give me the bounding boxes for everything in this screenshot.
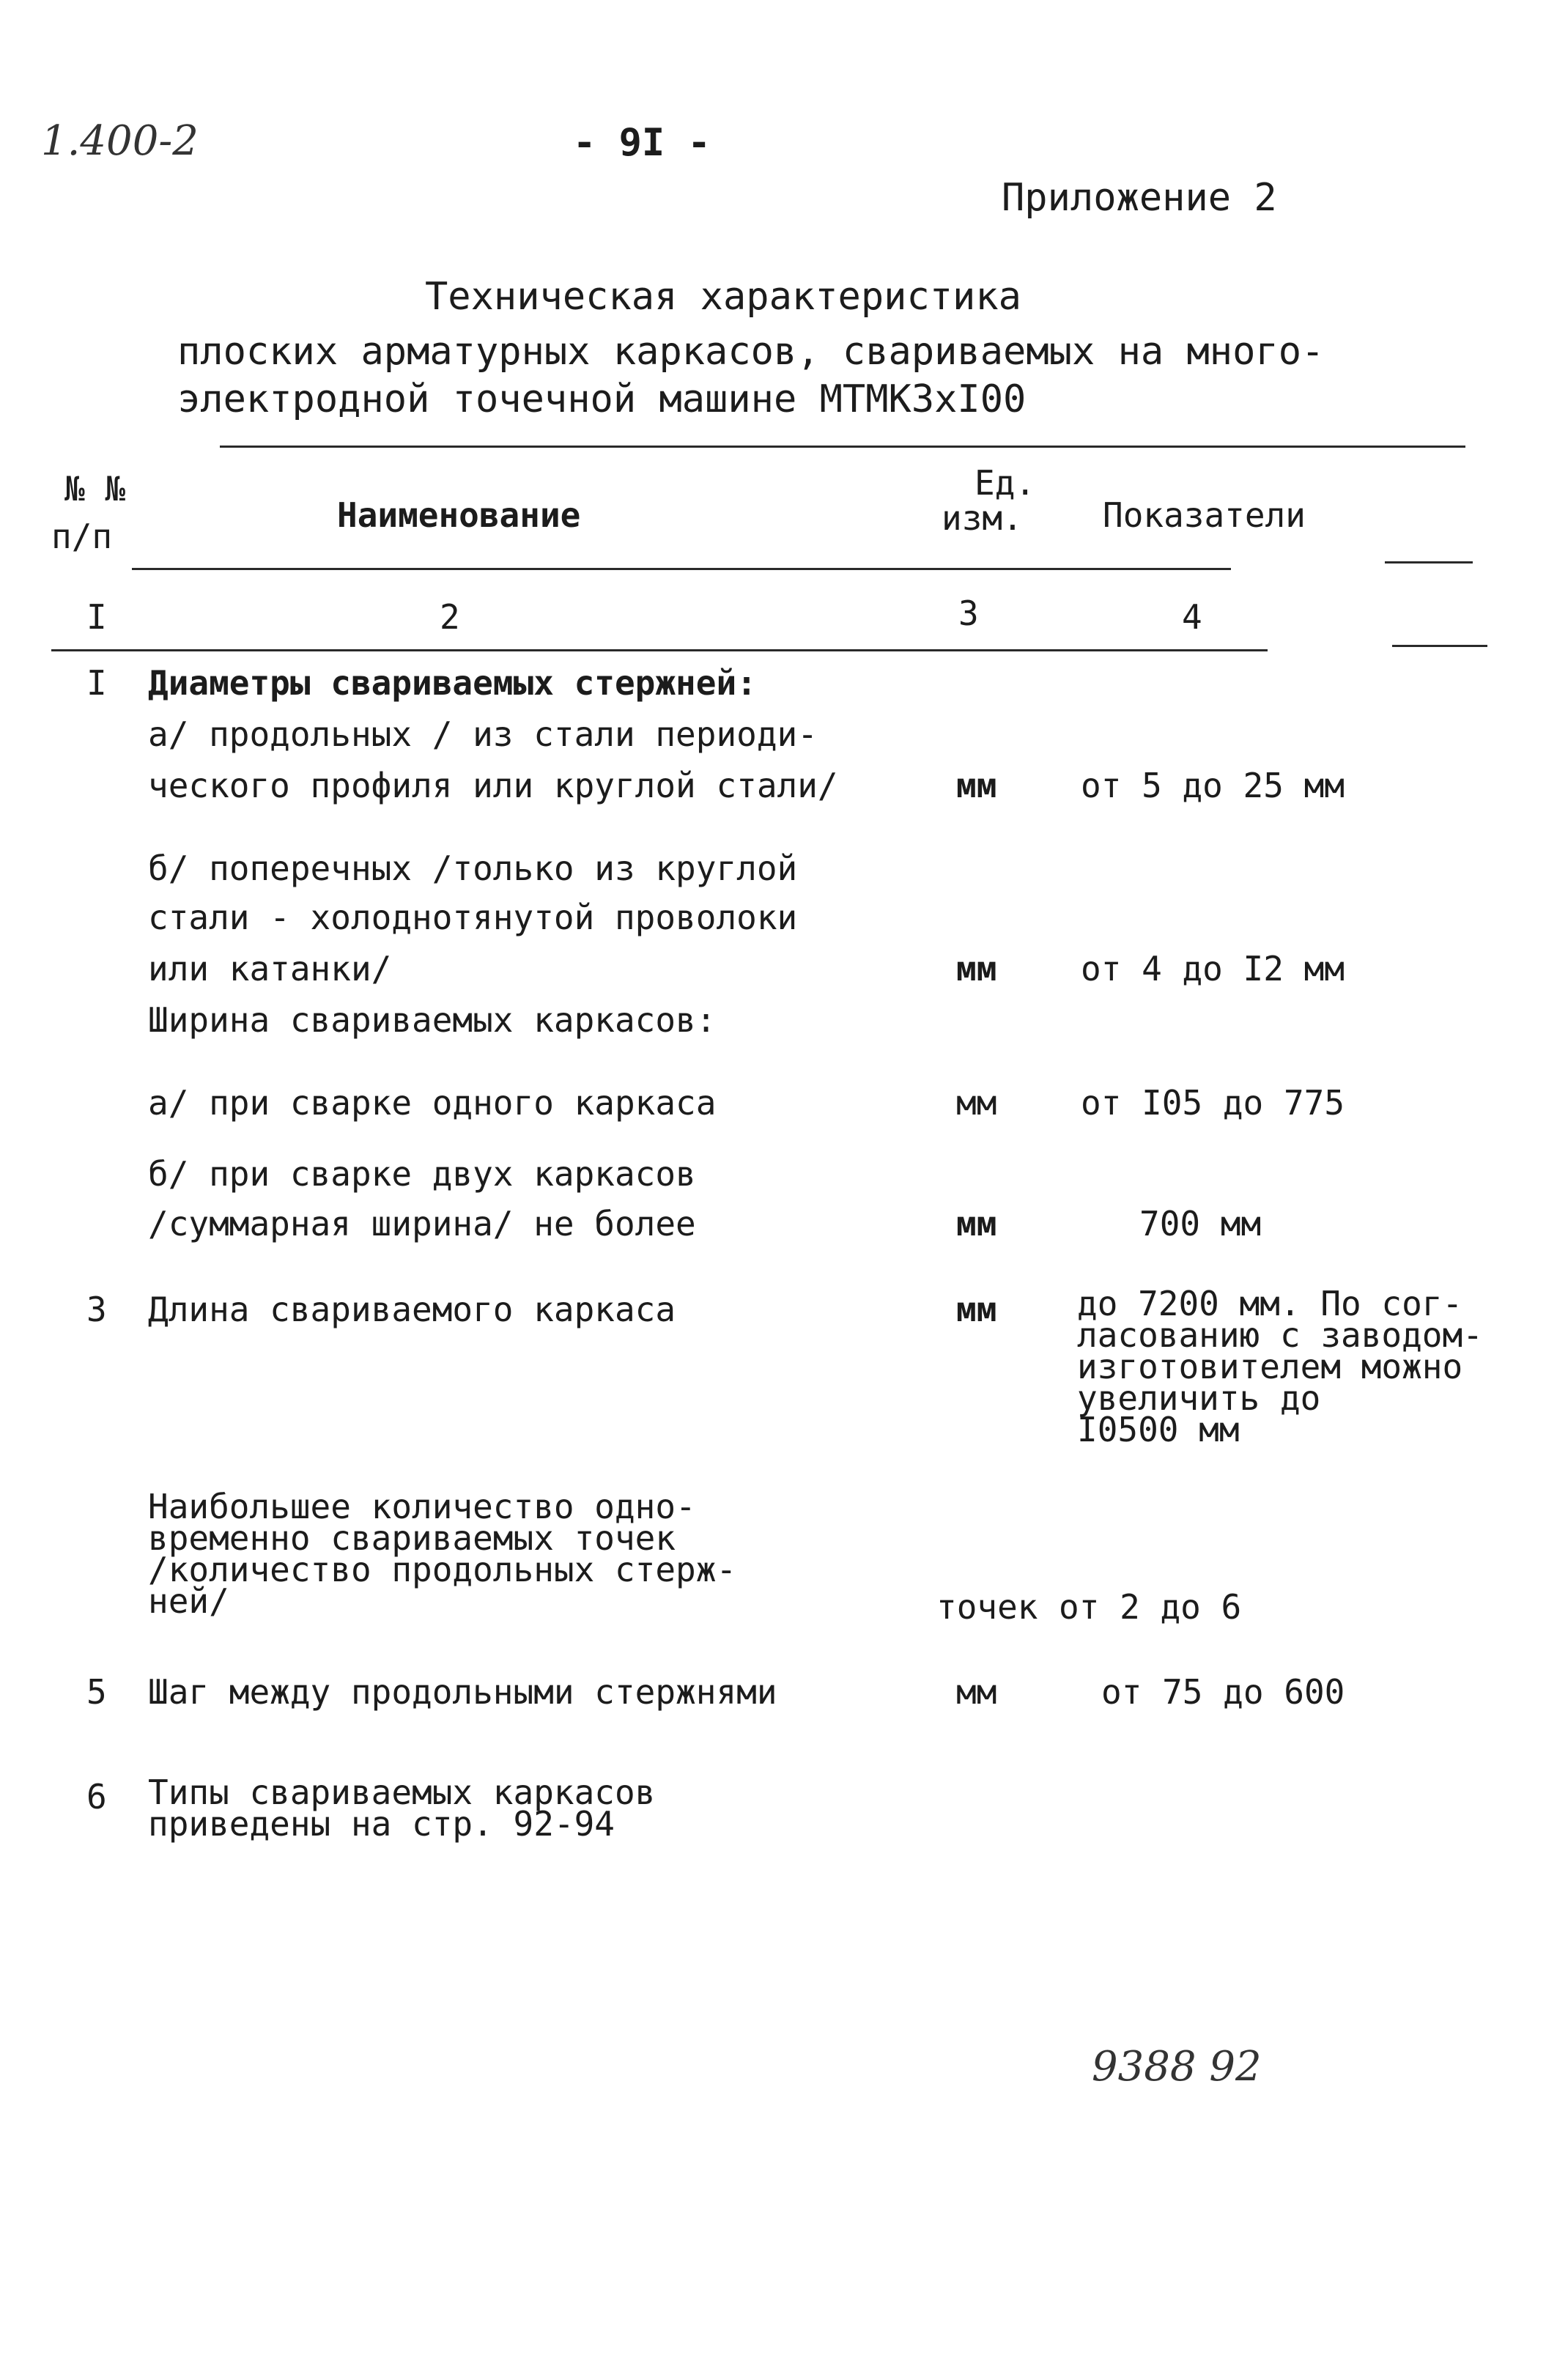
title-line-2: плоских арматурных каркасов, свариваемых на много- — [177, 330, 1325, 374]
column-number-rule-right — [1392, 645, 1487, 647]
column-number-4: 4 — [1182, 597, 1202, 637]
row-8-name: Шаг между продольными стержнями — [148, 1672, 777, 1712]
row-6-value-line-4: увеличить до — [1077, 1378, 1321, 1418]
column-number-2: 2 — [440, 597, 460, 637]
row-6-value-line-5: I0500 мм — [1077, 1410, 1240, 1449]
row-5-name-line-2: /суммарная ширина/ не более — [148, 1204, 696, 1243]
header-unit-line1: Ед. — [974, 463, 1036, 503]
row-1-name-line-2: а/ продольных / из стали периоди- — [148, 714, 818, 754]
row-7-unit: точек — [936, 1587, 1038, 1627]
appendix-label: Приложение 2 — [1002, 176, 1277, 220]
row-8-num: 5 — [86, 1672, 107, 1712]
row-4-unit: мм — [956, 1083, 997, 1123]
row-9-num: 6 — [86, 1777, 107, 1817]
row-7-name-line-3: /количество продольных стерж- — [148, 1550, 737, 1589]
document-code: 1.400-2 — [41, 117, 199, 165]
row-2-name-line-1: б/ поперечных /только из круглой — [148, 849, 798, 888]
column-number-1: I — [86, 597, 107, 637]
header-rule — [132, 568, 1231, 570]
footer-handwritten-number: 9388 92 — [1092, 2043, 1262, 2091]
title-line-3: электродной точечной машине МТМК3хI00 — [177, 377, 1027, 421]
header-num-line1: № № — [64, 469, 126, 509]
header-num-line2: п/п — [51, 517, 113, 556]
row-6-unit: мм — [956, 1290, 997, 1329]
column-number-rule — [51, 649, 1268, 651]
row-1-name-line-3: ческого профиля или круглой стали/ — [148, 766, 838, 805]
header-unit-line2: изм. — [942, 498, 1023, 538]
row-2-unit: мм — [956, 949, 997, 988]
row-6-name: Длина свариваемого каркаса — [148, 1290, 676, 1329]
row-9-name-line-2: приведены на стр. 92-94 — [148, 1804, 615, 1844]
header-value: Показатели — [1103, 495, 1306, 535]
row-6-value-line-3: изготовителем можно — [1077, 1347, 1463, 1386]
title-line-1: Техническая характеристика — [425, 275, 1021, 319]
row-7-name-line-4: ней/ — [148, 1581, 229, 1621]
row-8-value: от 75 до 600 — [1101, 1672, 1345, 1712]
row-2-value: от 4 до I2 мм — [1081, 949, 1345, 988]
row-1-unit: мм — [956, 766, 997, 805]
row-6-num: 3 — [86, 1290, 107, 1329]
row-1-value: от 5 до 25 мм — [1081, 766, 1345, 805]
row-7-value: от 2 до 6 — [1059, 1587, 1242, 1627]
column-number-3: 3 — [958, 594, 979, 633]
row-4-name: а/ при сварке одного каркаса — [148, 1083, 717, 1123]
row-9-name-line-1: Типы свариваемых каркасов — [148, 1773, 656, 1812]
row-7-name-line-1: Наибольшее количество одно- — [148, 1487, 696, 1526]
header-name: Наименование — [337, 495, 581, 535]
row-2-name-line-3: или катанки/ — [148, 949, 392, 988]
row-2-name-line-2: стали - холоднотянутой проволоки — [148, 898, 798, 937]
row-6-value-line-1: до 7200 мм. По сог- — [1077, 1284, 1463, 1323]
page-number: - 9I - — [573, 121, 711, 165]
row-7-name-line-2: временно свариваемых точек — [148, 1518, 676, 1558]
row-5-name-line-1: б/ при сварке двух каркасов — [148, 1154, 696, 1194]
row-1-name-line-1: Диаметры свариваемых стержней: — [148, 663, 757, 703]
table-top-rule — [220, 446, 1465, 448]
row-1-num: I — [86, 663, 107, 703]
row-5-value: 700 мм — [1139, 1204, 1262, 1243]
row-4-value: от I05 до 775 — [1081, 1083, 1345, 1123]
row-3-name: Ширина свариваемых каркасов: — [148, 1000, 717, 1040]
row-6-value-line-2: ласованию с заводом- — [1077, 1315, 1483, 1355]
row-8-unit: мм — [956, 1672, 997, 1712]
row-5-unit: мм — [956, 1204, 997, 1243]
header-rule-right — [1385, 561, 1473, 563]
